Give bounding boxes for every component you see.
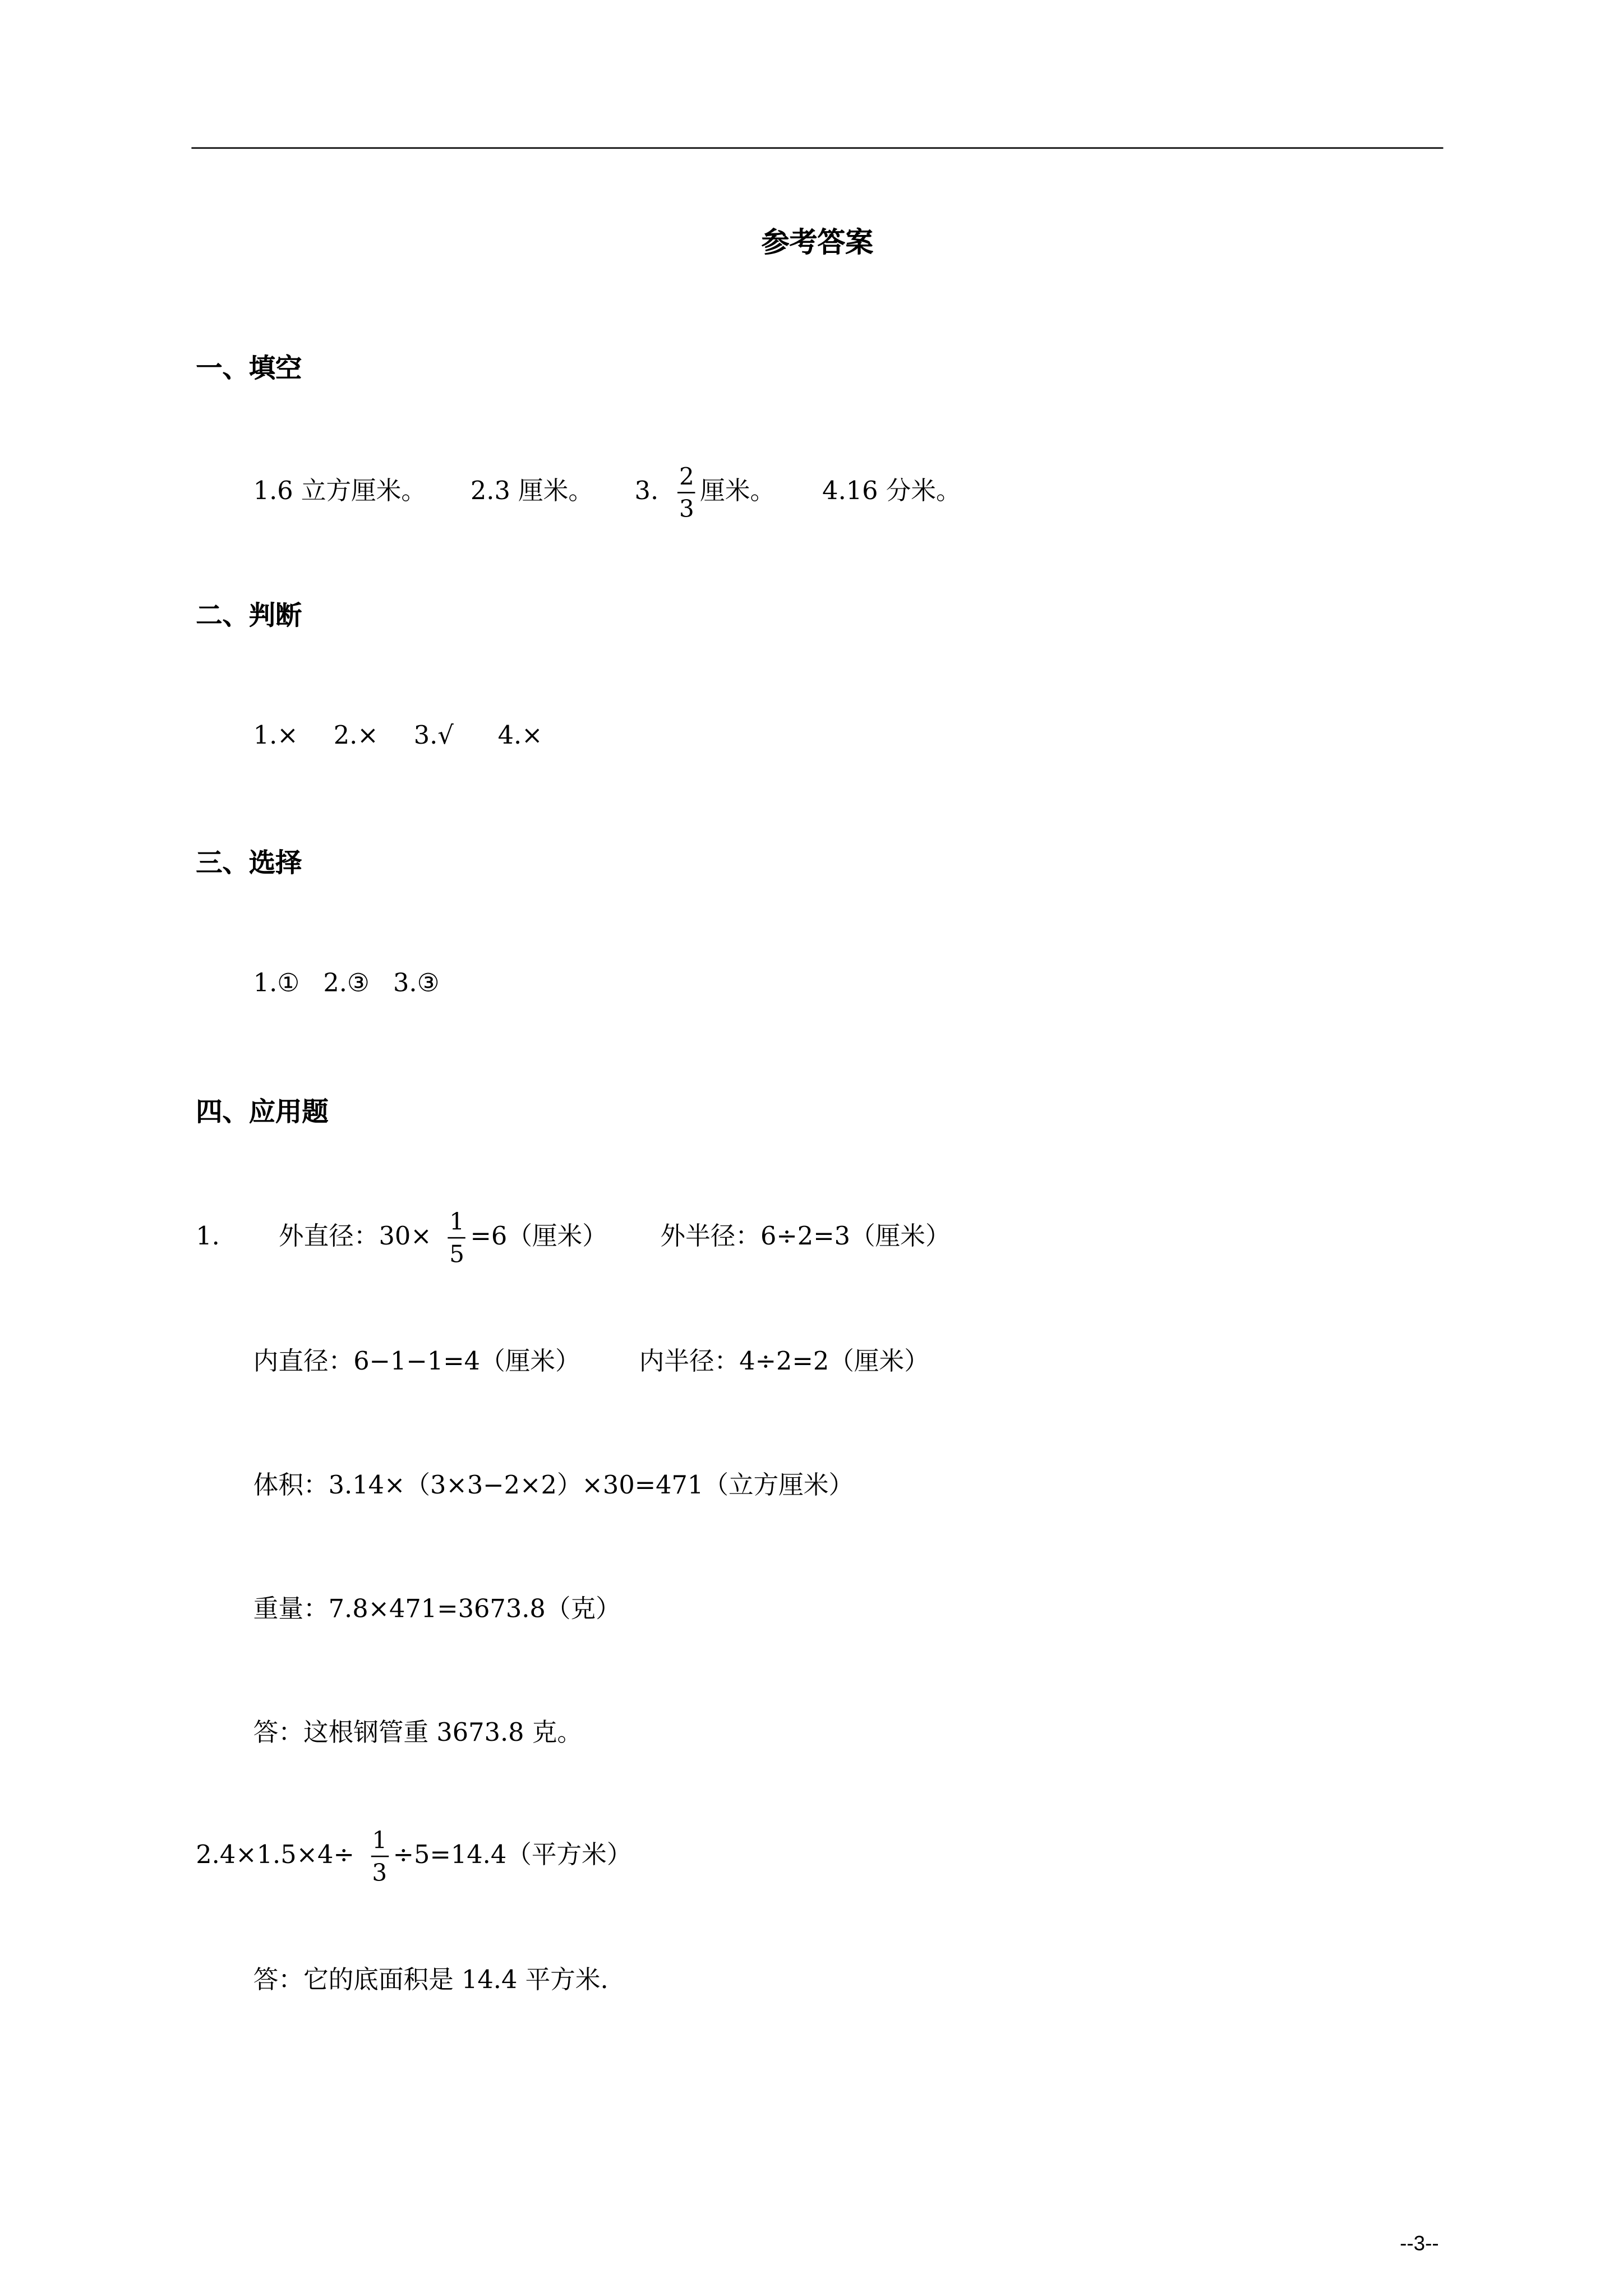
choice-answer-2: 2.③ <box>323 969 370 999</box>
page-title: 参考答案 <box>761 227 874 260</box>
application-q1-weight: 重量：7.8×471=3673.8（克） <box>253 1594 621 1625</box>
page-number: --3-- <box>1400 2231 1439 2255</box>
fraction-numerator: 2 <box>677 465 695 493</box>
judge-answer-2: 2.× <box>333 721 379 751</box>
choice-answer-1: 1.① <box>253 969 300 999</box>
fraction-denominator: 3 <box>372 1857 388 1886</box>
application-q2-answer: 答：它的底面积是 14.4 平方米. <box>253 1966 608 1996</box>
question-1-number: 1. <box>196 1222 220 1252</box>
fraction-numerator: 1 <box>371 1828 389 1856</box>
outer-diameter-suffix: =6（厘米） <box>470 1222 607 1252</box>
fill-answer-3-fraction <box>677 462 695 522</box>
judge-answer-4: 4.× <box>497 721 543 751</box>
fill-answer-4: 4.16 分米。 <box>822 477 961 507</box>
header-rule <box>191 147 1443 149</box>
application-q2-line <box>196 1814 631 1897</box>
application-q1-line-1 <box>196 1196 950 1278</box>
fill-answer-2: 2.3 厘米。 <box>470 477 594 507</box>
fraction-denominator: 5 <box>449 1239 465 1267</box>
fill-answer-3-prefix: 3. <box>634 477 659 507</box>
judge-answer-3: 3.√ <box>413 721 454 751</box>
section-heading-application: 四、应用题 <box>196 1097 329 1128</box>
section-heading-choice: 三、选择 <box>196 848 302 879</box>
q2-fraction <box>371 1825 389 1886</box>
fill-answer-1: 1.6 立方厘米。 <box>253 477 427 507</box>
fraction-numerator: 1 <box>448 1210 466 1238</box>
choice-answer-3: 3.③ <box>393 969 440 999</box>
outer-diameter-prefix: 外直径：30× <box>278 1222 432 1252</box>
judge-answers-line <box>253 722 543 751</box>
outer-radius: 外半径：6÷2=3（厘米） <box>660 1222 951 1252</box>
fill-answer-3-suffix: 厘米。 <box>700 477 776 507</box>
application-q1-line-2 <box>253 1340 929 1377</box>
application-q1-answer: 答：这根钢管重 3673.8 克。 <box>253 1718 583 1749</box>
fill-answers-line <box>253 451 961 533</box>
q2-expression-suffix: ÷5=14.4（平方米） <box>393 1841 632 1871</box>
q2-expression-prefix: 2.4×1.5×4÷ <box>196 1841 354 1871</box>
inner-diameter: 内直径：6−1−1=4（厘米） <box>253 1347 580 1377</box>
section-heading-judge: 二、判断 <box>196 601 302 632</box>
inner-radius: 内半径：4÷2=2（厘米） <box>639 1347 929 1377</box>
judge-answer-1: 1.× <box>253 721 298 751</box>
application-q1-volume: 体积：3.14×（3×3−2×2）×30=471（立方厘米） <box>253 1471 854 1501</box>
section-heading-fill: 一、填空 <box>196 353 302 385</box>
fraction-denominator: 3 <box>679 494 694 522</box>
choice-answers-line <box>253 969 440 999</box>
outer-diameter-fraction <box>448 1207 466 1267</box>
